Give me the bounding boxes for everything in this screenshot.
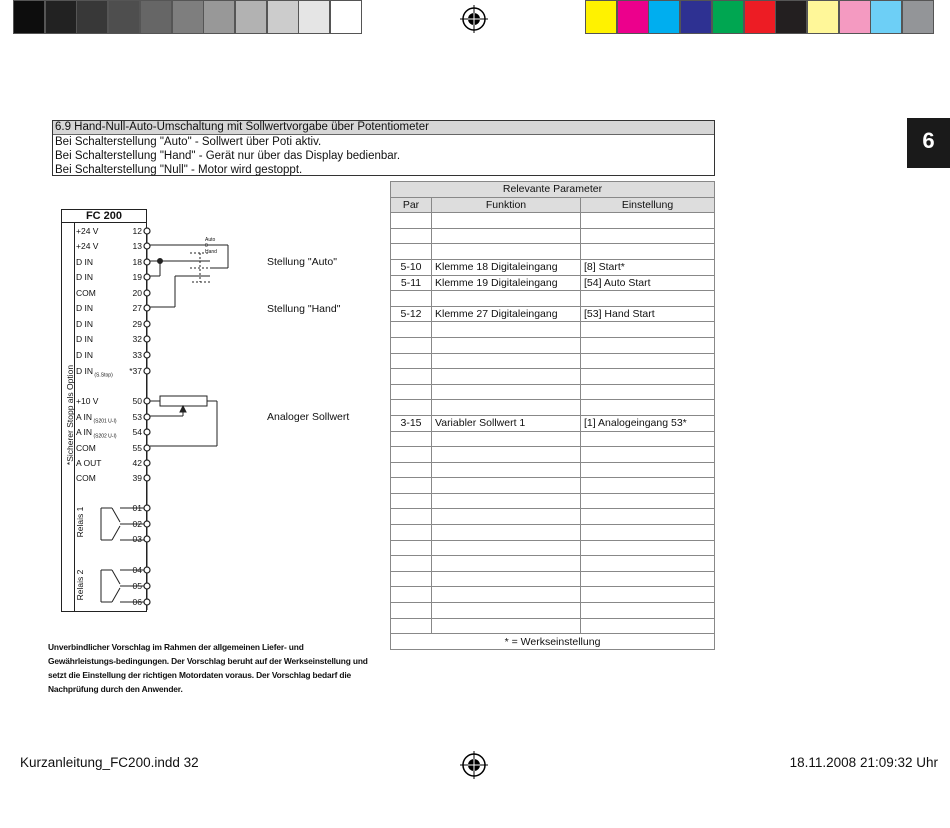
relay1-label: Relais 1 <box>75 506 85 538</box>
terminal-name: A IN $_{(S201 U-I)}$ <box>76 412 117 425</box>
device-name: FC 200 <box>61 209 147 223</box>
terminal-connector <box>144 274 150 280</box>
table-row <box>391 213 715 229</box>
terminal-connector <box>144 460 150 466</box>
table-cell <box>432 571 581 587</box>
terminal-number: 50 <box>132 396 142 406</box>
table-cell <box>391 540 432 556</box>
disclaimer-note: Unverbindlicher Vorschlag im Rahmen der allgemeinen Liefer- und Gewährleistungs-bedingungen. Der Vorschlag beruht auf der Werkseinstellung und setzt die Einstellung der richtigen Motordaten voraus. Der Vorschlag bedarf die Nachprüfung durch den Anwender. <box>48 642 368 694</box>
table-cell <box>391 291 432 307</box>
column-header: Par <box>391 197 432 213</box>
table-cell <box>432 400 581 416</box>
terminal-number: 53 <box>132 412 142 422</box>
table-cell <box>391 213 432 229</box>
terminal-name: D IN <box>76 319 93 329</box>
table-row <box>391 571 715 587</box>
table-row <box>391 337 715 353</box>
table-cell: [53] Hand Start <box>581 306 715 322</box>
column-header: Einstellung <box>581 197 715 213</box>
table-cell <box>391 447 432 463</box>
terminal-connector <box>144 290 150 296</box>
table-row <box>391 384 715 400</box>
terminal-name: D IN <box>76 257 93 267</box>
table-row <box>391 415 715 431</box>
table-row <box>391 400 715 416</box>
table-cell <box>432 462 581 478</box>
table-cell <box>432 213 581 229</box>
terminal-number: 18 <box>132 257 142 267</box>
terminal-connector <box>144 414 150 420</box>
table-cell <box>432 556 581 572</box>
table-cell <box>391 493 432 509</box>
terminal-number: 03 <box>132 534 142 544</box>
table-cell <box>391 571 432 587</box>
table-cell <box>391 462 432 478</box>
table-cell <box>581 462 715 478</box>
table-cell <box>432 322 581 338</box>
column-header: Funktion <box>432 197 581 213</box>
terminal-number: *37 <box>129 366 142 376</box>
terminal-connector <box>144 305 150 311</box>
table-cell <box>432 353 581 369</box>
terminal-name: A OUT <box>76 458 102 468</box>
table-row <box>391 291 715 307</box>
terminal-name: +24 V <box>76 226 99 236</box>
table-cell <box>581 493 715 509</box>
label-stellung-auto: Stellung "Auto" <box>267 256 337 268</box>
table-cell <box>581 525 715 541</box>
terminal-connector <box>144 521 150 527</box>
chapter-tab: 6 <box>907 118 950 168</box>
section-line: Bei Schalterstellung "Auto" - Sollwert über Poti aktiv. <box>55 136 322 148</box>
terminal-number: 27 <box>132 303 142 313</box>
table-cell <box>432 369 581 385</box>
terminal-number: 13 <box>132 241 142 251</box>
footer-file: Kurzanleitung_FC200.indd 32 <box>20 755 199 770</box>
terminal-connector <box>144 429 150 435</box>
terminal-sub: (S.Stop) <box>93 372 113 379</box>
terminal-connector <box>144 445 150 451</box>
table-cell <box>581 603 715 619</box>
terminal-connector <box>144 475 150 481</box>
terminal-number: 32 <box>132 334 142 344</box>
terminal-connector <box>144 228 150 234</box>
section-line: Bei Schalterstellung "Null" - Motor wird gestoppt. <box>55 164 303 176</box>
table-cell <box>581 337 715 353</box>
table-row <box>391 322 715 338</box>
terminal-connector <box>144 321 150 327</box>
table-cell <box>432 509 581 525</box>
table-row <box>391 244 715 260</box>
table-row <box>391 228 715 244</box>
terminal-number: 55 <box>132 443 142 453</box>
terminal-number: 33 <box>132 350 142 360</box>
table-cell <box>432 431 581 447</box>
terminal-number: 02 <box>132 519 142 529</box>
table-cell <box>432 447 581 463</box>
terminal-name: D IN <box>76 303 93 313</box>
section-title: 6.9 Hand-Null-Auto-Umschaltung mit Sollwertvorgabe über Potentiometer <box>53 121 714 135</box>
terminal-connector <box>144 368 150 374</box>
terminal-name: A IN $_{(S202 U-I)}$ <box>76 427 117 440</box>
terminal-sub: (S201 U-I) <box>92 418 117 425</box>
table-cell <box>581 478 715 494</box>
table-cell <box>432 291 581 307</box>
parameter-table <box>390 181 715 650</box>
table-cell <box>432 493 581 509</box>
table-row <box>391 431 715 447</box>
table-cell <box>432 525 581 541</box>
table-cell <box>581 447 715 463</box>
table-cell <box>581 291 715 307</box>
table-cell: 3-15 <box>391 415 432 431</box>
table-cell <box>581 353 715 369</box>
table-cell <box>432 244 581 260</box>
table-cell: [8] Start* <box>581 259 715 275</box>
table-row <box>391 306 715 322</box>
terminal-connector <box>144 259 150 265</box>
table-cell <box>391 228 432 244</box>
terminal-number: 04 <box>132 565 142 575</box>
table-cell <box>391 556 432 572</box>
table-cell <box>581 400 715 416</box>
section-line: Bei Schalterstellung "Hand" - Gerät nur über das Display bedienbar. <box>55 150 401 162</box>
table-row <box>391 478 715 494</box>
table-cell <box>581 509 715 525</box>
table-cell <box>391 400 432 416</box>
table-cell <box>391 337 432 353</box>
table-cell <box>581 384 715 400</box>
table-cell: Variabler Sollwert 1 <box>432 415 581 431</box>
table-cell: Klemme 19 Digitaleingang <box>432 275 581 291</box>
table-row <box>391 353 715 369</box>
table-cell <box>432 228 581 244</box>
terminal-connector <box>144 352 150 358</box>
table-footer-row <box>391 634 715 650</box>
terminal-connector <box>144 583 150 589</box>
table-cell <box>391 353 432 369</box>
table-cell <box>581 244 715 260</box>
label-analog-sollwert: Analoger Sollwert <box>267 411 350 423</box>
terminal-name: D IN <box>76 350 93 360</box>
terminal-name: D IN <box>76 334 93 344</box>
table-cell <box>581 369 715 385</box>
switch-position-label: Hand <box>205 249 217 255</box>
table-cell <box>391 525 432 541</box>
terminal-number: 39 <box>132 473 142 483</box>
terminal-number: 20 <box>132 288 142 298</box>
table-cell <box>391 509 432 525</box>
table-row <box>391 603 715 619</box>
table-cell <box>391 322 432 338</box>
table-cell <box>391 587 432 603</box>
table-cell: Klemme 27 Digitaleingang <box>432 306 581 322</box>
terminal-connector <box>144 567 150 573</box>
terminal-name: +24 V <box>76 241 99 251</box>
table-title: Relevante Parameter <box>391 182 715 198</box>
table-cell <box>581 213 715 229</box>
table-row <box>391 525 715 541</box>
table-row <box>391 275 715 291</box>
table-cell: 5-12 <box>391 306 432 322</box>
terminal-number: 12 <box>132 226 142 236</box>
terminal-name: +10 V <box>76 396 99 406</box>
terminal-connector <box>144 398 150 404</box>
table-cell <box>391 478 432 494</box>
terminal-connector <box>144 336 150 342</box>
table-cell <box>432 603 581 619</box>
terminal-number: 06 <box>132 597 142 607</box>
switch-position-label: Auto <box>205 237 216 243</box>
footer-date: 18.11.2008 21:09:32 Uhr <box>789 755 938 770</box>
table-cell <box>432 540 581 556</box>
table-cell <box>391 431 432 447</box>
terminal-sub: (S202 U-I) <box>92 433 117 440</box>
table-cell <box>391 369 432 385</box>
table-row <box>391 369 715 385</box>
terminal-name: COM <box>76 288 96 298</box>
table-cell <box>581 431 715 447</box>
terminal-number: 42 <box>132 458 142 468</box>
table-row <box>391 587 715 603</box>
table-row <box>391 447 715 463</box>
table-cell <box>581 228 715 244</box>
terminal-name: D IN $_{(S.Stop)}$ <box>76 366 113 379</box>
terminal-name: COM <box>76 473 96 483</box>
table-row <box>391 493 715 509</box>
label-stellung-hand: Stellung "Hand" <box>267 303 341 315</box>
table-cell <box>391 618 432 634</box>
table-cell <box>581 618 715 634</box>
table-cell <box>432 587 581 603</box>
table-cell <box>432 478 581 494</box>
table-cell <box>581 571 715 587</box>
relay2-label: Relais 2 <box>75 569 85 601</box>
terminal-number: 05 <box>132 581 142 591</box>
table-cell <box>391 603 432 619</box>
table-cell <box>432 618 581 634</box>
table-footer: * = Werkseinstellung <box>391 634 715 650</box>
table-cell <box>391 244 432 260</box>
terminal-name: D IN <box>76 272 93 282</box>
table-cell <box>581 540 715 556</box>
terminal-connector <box>144 599 150 605</box>
safe-stop-label: *Sicherer Stopp als Option <box>65 364 75 466</box>
table-cell: 5-11 <box>391 275 432 291</box>
table-cell: Klemme 18 Digitaleingang <box>432 259 581 275</box>
terminal-number: 01 <box>132 503 142 513</box>
table-row <box>391 618 715 634</box>
terminal-number: 54 <box>132 427 142 437</box>
terminal-connector <box>144 536 150 542</box>
table-cell <box>432 384 581 400</box>
table-row <box>391 259 715 275</box>
switch-position-label: 0 <box>205 243 208 249</box>
terminal-name: COM <box>76 443 96 453</box>
terminal-number: 29 <box>132 319 142 329</box>
table-row <box>391 462 715 478</box>
table-cell <box>432 337 581 353</box>
table-cell: [1] Analogeingang 53* <box>581 415 715 431</box>
table-cell: [54] Auto Start <box>581 275 715 291</box>
table-row <box>391 509 715 525</box>
table-cell <box>391 384 432 400</box>
terminal-connector <box>144 243 150 249</box>
terminal-connector <box>144 505 150 511</box>
table-cell <box>581 322 715 338</box>
terminal-number: 19 <box>132 272 142 282</box>
table-cell <box>581 587 715 603</box>
table-cell: 5-10 <box>391 259 432 275</box>
table-row <box>391 540 715 556</box>
table-cell <box>581 556 715 572</box>
table-row <box>391 556 715 572</box>
